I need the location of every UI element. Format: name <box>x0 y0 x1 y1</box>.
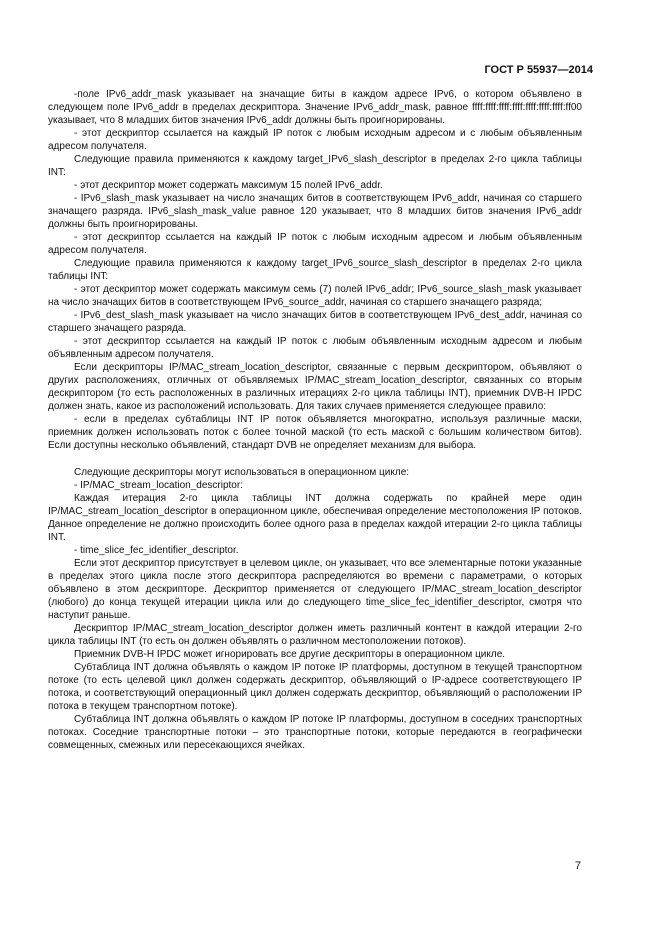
paragraph: Субтаблица INT должна объявлять о каждом IP потоке IP платформы, доступном в соседних транспортных потоках. Соседние транспортные потоки – это транспортные потоки, которые передаются в географически совмещенных, смежных или пересекающихся ячейках. <box>48 714 582 751</box>
paragraph: - этот дескриптор может содержать максимум семь (7) полей IPv6_addr; IPv6_source_slash_mask указывает на число значащих битов в соответствующем IPv6_source_addr, начиная со старшего значащего разряда; <box>48 284 582 308</box>
paragraph-gap <box>48 452 582 466</box>
page-number: 7 <box>574 860 581 872</box>
standard-number: ГОСТ Р 55937—2014 <box>484 64 593 76</box>
paragraph: Каждая итерация 2-го цикла таблицы INT должна содержать по крайней мере один IP/MAC_stream_location_descriptor в операционном цикле, обеспечивая определение местоположения IP потоков. Данное определение не должно происходить более одного раза в пределах каждой итерации 2-го цикла таблицы INT. <box>48 493 582 543</box>
paragraph: Следующие правила применяются к каждому target_IPv6_slash_descriptor в пределах 2-го цикла таблицы INT: <box>48 154 582 178</box>
paragraph: - этот дескриптор ссылается на каждый IP поток с любым объявленным исходным адресом и любым объявленным адресом получателя. <box>48 336 582 360</box>
paragraph: - IPv6_slash_mask указывает на число значащих битов в соответствующем IPv6_addr, начиная со старшего значащего разряда. IPv6_slash_mask_value равное 120 указывает, что 8 младших битов значения IPv6_addr должны быть проигнорированы. <box>48 193 582 230</box>
paragraph: Следующие дескрипторы могут использоваться в операционном цикле: <box>74 467 410 478</box>
paragraph: Дескриптор IP/MAC_stream_location_descriptor должен иметь различный контент в каждой итерации 2-го цикла таблицы INT (то есть он должен объявлять о различном местоположении потоков). <box>48 623 582 647</box>
document-body <box>48 88 582 752</box>
paragraph: Если этот дескриптор присутствует в целевом цикле, он указывает, что все элементарные потоки указанные в пределах этого цикла после этого дескриптора распределяются во времени с параметрами, о которых объявлено в этом дескрипторе. Дескриптор применяется от следующего IP/MAC_stream_location_descriptor (любого) до конца текущей итерации цикла или до следующего time_slice_fec_identifier_descriptor, смотря что наступит раньше. <box>48 558 582 621</box>
paragraph: - IP/MAC_stream_location_descriptor: <box>74 480 243 491</box>
paragraph: Субтаблица INT должна объявлять о каждом IP потоке IP платформы, доступном в текущей транспортном потоке (то есть целевой цикл должен содержать дескриптор, объявляющий о IP-адресе соответствующего IP потока, и соответствующий операционный цикл должен содержать дескриптор, объявляющий о расположении IP потока в текущем транспортном потоке). <box>48 662 582 712</box>
paragraph: - если в пределах субтаблицы INT IP поток объявляется многократно, используя различные маски, приемник должен использовать поток с более точной маской (то есть маской с большим количеством битов). Если доступны несколько объявлений, стандарт DVB не определяет механизм для выбора. <box>48 414 582 451</box>
paragraph: - IPv6_dest_slash_mask указывает на число значащих битов в соответствующем IPv6_dest_addr, начиная со старшего значащего разряда. <box>48 310 582 334</box>
paragraph: - этот дескриптор может содержать максимум 15 полей IPv6_addr. <box>74 180 383 191</box>
paragraph: -поле IPv6_addr_mask указывает на значащие биты в каждом адресе IPv6, о котором объявлено в следующем поле IPv6_addr в пределах дескриптора. Значение IPv6_addr_mask, равное ffff:ffff:ffff:ffff:ffff:ffff:ffff:ff00 указывает, что 8 младших битов значения IPv6_addr должны быть проигнорированы. <box>48 89 582 126</box>
paragraph: - time_slice_fec_identifier_descriptor. <box>74 545 239 556</box>
paragraph: Приемник DVB-H IPDC может игнорировать все другие дескрипторы в операционном цикле. <box>74 649 506 660</box>
paragraph: - этот дескриптор ссылается на каждый IP поток с любым исходным адресом и любым объявленным адресом получателя. <box>48 232 582 256</box>
paragraph: - этот дескриптор ссылается на каждый IP поток с любым исходным адресом и с любым объявленным адресом получателя. <box>48 128 582 152</box>
paragraph: Если дескрипторы IP/MAC_stream_location_descriptor, связанные с первым дескриптором, объявляют о других расположениях, отличных от объявляемых IP/MAC_stream_location_descriptor, связанных со вторым дескриптором (то есть расположенных в различных итерациях 2-го цикла таблицы INT), приемник DVB-H IPDC должен знать, какое из расположений использовать. Для таких случаев применяется следующее правило: <box>48 362 582 412</box>
paragraph: Следующие правила применяются к каждому target_IPv6_source_slash_descriptor в пределах 2-го цикла таблицы INT: <box>48 258 582 282</box>
